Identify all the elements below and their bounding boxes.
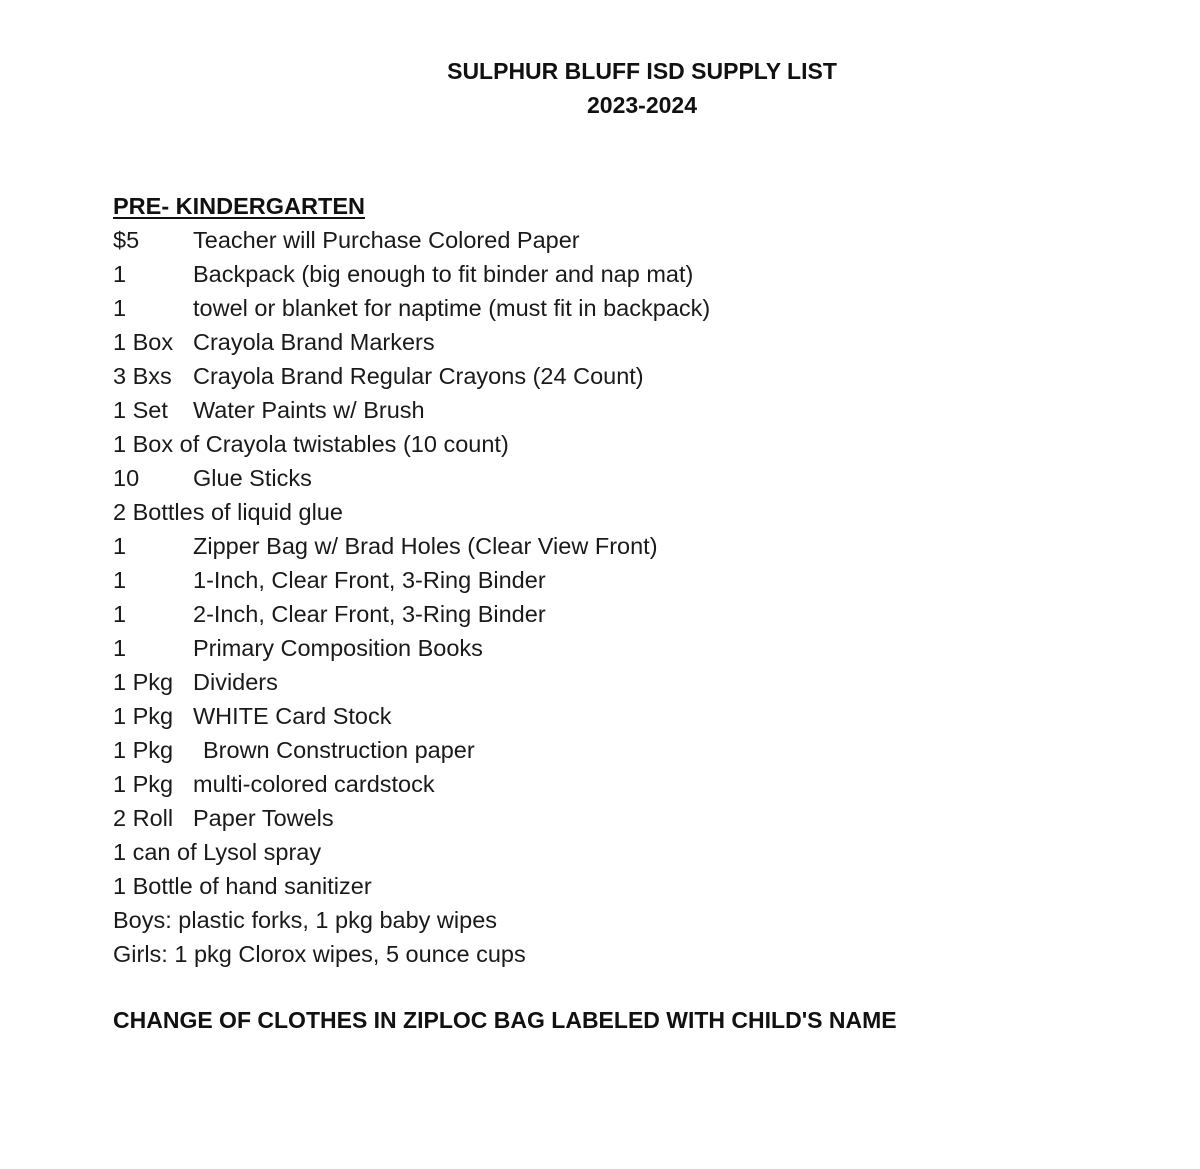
item-quantity: 2 Roll xyxy=(113,805,174,831)
list-item xyxy=(113,767,710,801)
change-of-clothes-note: CHANGE OF CLOTHES IN ZIPLOC BAG LABELED WITH CHILD'S NAME xyxy=(113,1007,897,1033)
item-description: Boys: plastic forks, 1 pkg baby wipes xyxy=(113,907,498,933)
item-quantity: 1 Set xyxy=(113,397,168,423)
item-quantity: 1 xyxy=(113,567,127,593)
list-item xyxy=(113,903,710,937)
list-item xyxy=(113,563,710,597)
item-description: Paper Towels xyxy=(193,805,334,831)
item-quantity: $5 xyxy=(113,227,140,253)
list-item xyxy=(113,325,710,359)
list-item xyxy=(113,495,710,529)
item-quantity: 1 Pkg xyxy=(113,771,174,797)
list-item xyxy=(113,801,710,835)
item-description: Brown Construction paper xyxy=(203,737,475,763)
list-item xyxy=(113,359,710,393)
list-item xyxy=(113,665,710,699)
item-quantity: 3 Bxs xyxy=(113,363,172,389)
list-item xyxy=(113,937,710,971)
list-item xyxy=(113,869,710,903)
item-description: multi-colored cardstock xyxy=(193,771,435,797)
item-description: 1-Inch, Clear Front, 3-Ring Binder xyxy=(193,567,546,593)
item-description: 1 Bottle of hand sanitizer xyxy=(113,873,372,899)
item-quantity: 1 xyxy=(113,601,127,627)
item-quantity: 1 Box xyxy=(113,329,174,355)
list-item xyxy=(113,631,710,665)
list-item xyxy=(113,393,710,427)
item-description: Teacher will Purchase Colored Paper xyxy=(193,227,580,253)
school-year: 2023-2024 xyxy=(587,92,697,118)
item-description: towel or blanket for naptime (must fit in backpack) xyxy=(193,295,711,321)
item-quantity: 10 xyxy=(113,465,140,491)
list-item xyxy=(113,699,710,733)
supply-section-pre-kindergarten xyxy=(113,189,710,971)
item-description: 1 can of Lysol spray xyxy=(113,839,322,865)
item-description: Glue Sticks xyxy=(193,465,312,491)
item-quantity: 1 Pkg xyxy=(113,737,174,763)
item-quantity: 1 Pkg xyxy=(113,703,174,729)
item-description: 2-Inch, Clear Front, 3-Ring Binder xyxy=(193,601,546,627)
item-description: 2 Bottles of liquid glue xyxy=(113,499,343,525)
item-description: Backpack (big enough to fit binder and nap mat) xyxy=(193,261,694,287)
item-quantity: 1 Pkg xyxy=(113,669,174,695)
item-description: Primary Composition Books xyxy=(193,635,483,661)
document-header xyxy=(0,54,1200,122)
document-title: SULPHUR BLUFF ISD SUPPLY LIST xyxy=(447,58,837,84)
list-item xyxy=(113,257,710,291)
item-quantity: 1 xyxy=(113,635,127,661)
list-item xyxy=(113,835,710,869)
item-description: Girls: 1 pkg Clorox wipes, 5 ounce cups xyxy=(113,941,526,967)
list-item xyxy=(113,427,710,461)
list-item xyxy=(113,733,710,767)
item-description: WHITE Card Stock xyxy=(193,703,392,729)
item-description: Water Paints w/ Brush xyxy=(193,397,425,423)
item-description: Crayola Brand Regular Crayons (24 Count) xyxy=(193,363,644,389)
section-heading: PRE- KINDERGARTEN xyxy=(113,193,365,219)
item-description: Crayola Brand Markers xyxy=(193,329,435,355)
item-quantity: 1 xyxy=(113,533,127,559)
list-item xyxy=(113,529,710,563)
item-description: Zipper Bag w/ Brad Holes (Clear View Front) xyxy=(193,533,658,559)
list-item xyxy=(113,461,710,495)
list-item xyxy=(113,597,710,631)
item-description: 1 Box of Crayola twistables (10 count) xyxy=(113,431,509,457)
list-item xyxy=(113,291,710,325)
item-quantity: 1 xyxy=(113,295,127,321)
list-item xyxy=(113,223,710,257)
item-description: Dividers xyxy=(193,669,278,695)
item-quantity: 1 xyxy=(113,261,127,287)
